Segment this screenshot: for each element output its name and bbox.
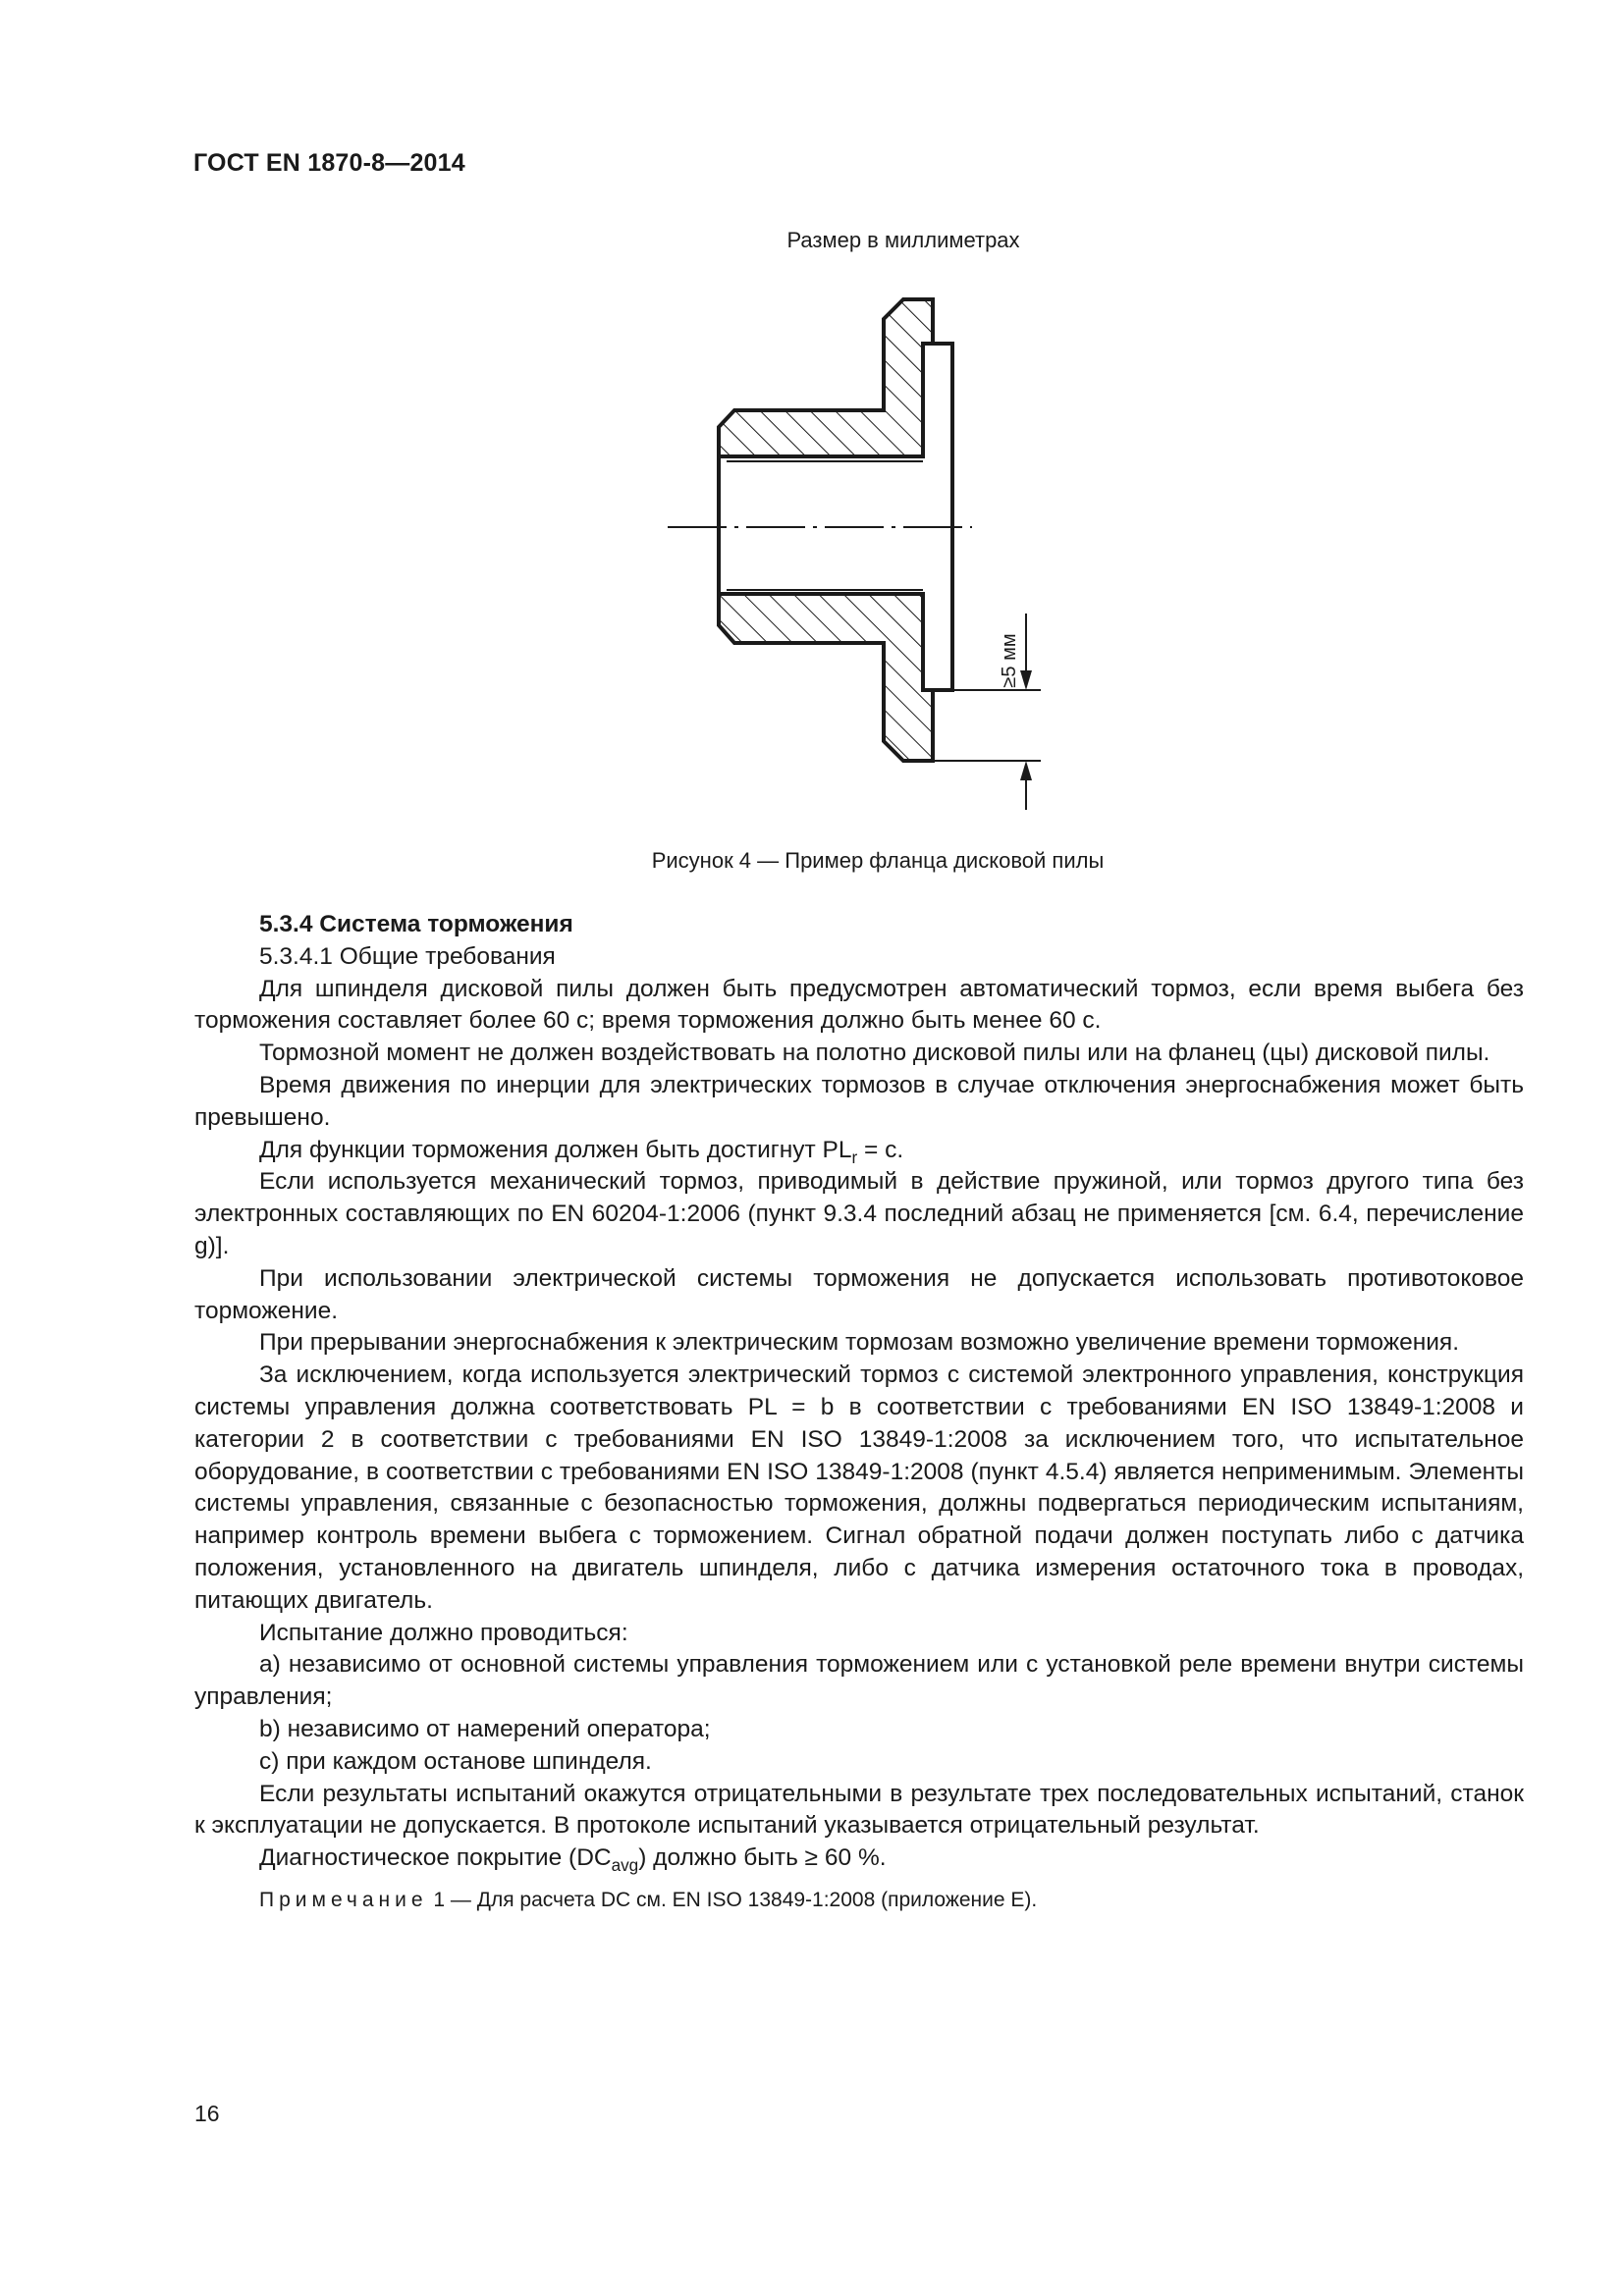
paragraph-11-subscript: avg (611, 1855, 639, 1876)
paragraph-8: За исключением, когда используется электрический тормоз с системой электронного управления, конструкция системы управления должна соответствовать PL = b в соответствии с требованиями EN ISO 13849-1:2008 и категории 2 в соответствии с требованиями EN ISO 13849-1:2008 за исключением того, что испытательное оборудование, в соответствии с требованиями EN ISO 13849-1:2008 (пункт 4.5.4) является неприменимым. Элементы системы управления, связанные с безопасностью торможения, должны подвергаться периодическим испытаниям, например контроль времени выбега с торможением. Сигнал обратной подачи должен поступать либо с датчика положения, установленного на двигатель шпинделя, либо с датчика измерения остаточного тока в проводах, питающих двигатель. (194, 1362, 1524, 1614)
flange-drawing (628, 280, 1080, 829)
figure-caption: Рисунок 4 — Пример фланца дисковой пилы (651, 848, 1105, 873)
paragraph-1: Для шпинделя дисковой пилы должен быть предусмотрен автоматический тормоз, если время выбега без торможения составляет более 60 с; время торможения должно быть менее 60 с. (194, 975, 1524, 1035)
dimension-label: ≥5 мм (999, 633, 1020, 688)
dimension-unit-note: Размер в миллиметрах (786, 228, 1020, 252)
flange-lower-hatch (719, 594, 933, 761)
note-text: 1 — Для расчета DC см. EN ISO 13849-1:2008 (приложение E). (427, 1888, 1038, 1911)
paragraph-9: Испытание должно проводиться: (259, 1619, 628, 1646)
paragraph-2: Тормозной момент не должен воздействовать на полотно дисковой пилы или на фланец (цы) дисковой пилы. (259, 1040, 1490, 1067)
dimension-arrow-down (1020, 670, 1032, 690)
paragraph-3: Время движения по инерции для электрических тормозов в случае отключения энергоснабжения может быть превышено. (194, 1071, 1524, 1131)
subsection-title: 5.3.4.1 Общие требования (259, 942, 556, 970)
list-item-c: c) при каждом останове шпинделя. (259, 1747, 652, 1775)
flange-upper-hatch (719, 299, 933, 456)
document-code: ГОСТ EN 1870-8—2014 (193, 149, 465, 177)
paragraph-11-end: ) должно быть ≥ 60 %. (638, 1844, 887, 1872)
page-number: 16 (194, 2101, 220, 2126)
paragraph-4 (194, 1135, 1524, 1167)
note (194, 1885, 1524, 1917)
paragraph-11 (194, 1842, 1524, 1875)
paragraph-11-text: Диагностическое покрытие (DC (259, 1844, 612, 1872)
paragraph-10: Если результаты испытаний окажутся отрицательными в результате трех последовательных испытаний, станок к эксплуатации не допускается. В протоколе испытаний указывается отрицательный результат. (194, 1780, 1524, 1840)
section-title: 5.3.4 Система торможения (259, 911, 573, 937)
paragraph-6: При использовании электрической системы торможения не допускается использовать противотоковое торможение. (194, 1264, 1524, 1324)
list-item-a: a) независимо от основной системы управления торможением или с установкой реле времени внутри системы управления; (194, 1651, 1524, 1711)
list-item-b: b) независимо от намерений оператора; (259, 1715, 711, 1742)
paragraph-4-end: = c. (857, 1136, 904, 1163)
section-body (194, 909, 1524, 1917)
note-label: Примечание (259, 1888, 428, 1911)
dimension-arrow-up (1020, 761, 1032, 780)
paragraph-7: При прерывании энергоснабжения к электрическим тормозам возможно увеличение времени торможения. (259, 1329, 1460, 1357)
paragraph-5: Если используется механический тормоз, приводимый в действие пружиной, или тормоз другого типа без электронных составляющих по EN 60204-1:2006 (пункт 9.3.4 последний абзац не применяется [см. 6.4, перечисление g)]. (194, 1168, 1524, 1259)
flange-recess-outline (923, 344, 952, 690)
paragraph-4-text: Для функции торможения должен быть достигнут PL (259, 1136, 852, 1163)
paragraph-4-subscript: r (851, 1147, 858, 1167)
flange-svg (628, 280, 1080, 829)
